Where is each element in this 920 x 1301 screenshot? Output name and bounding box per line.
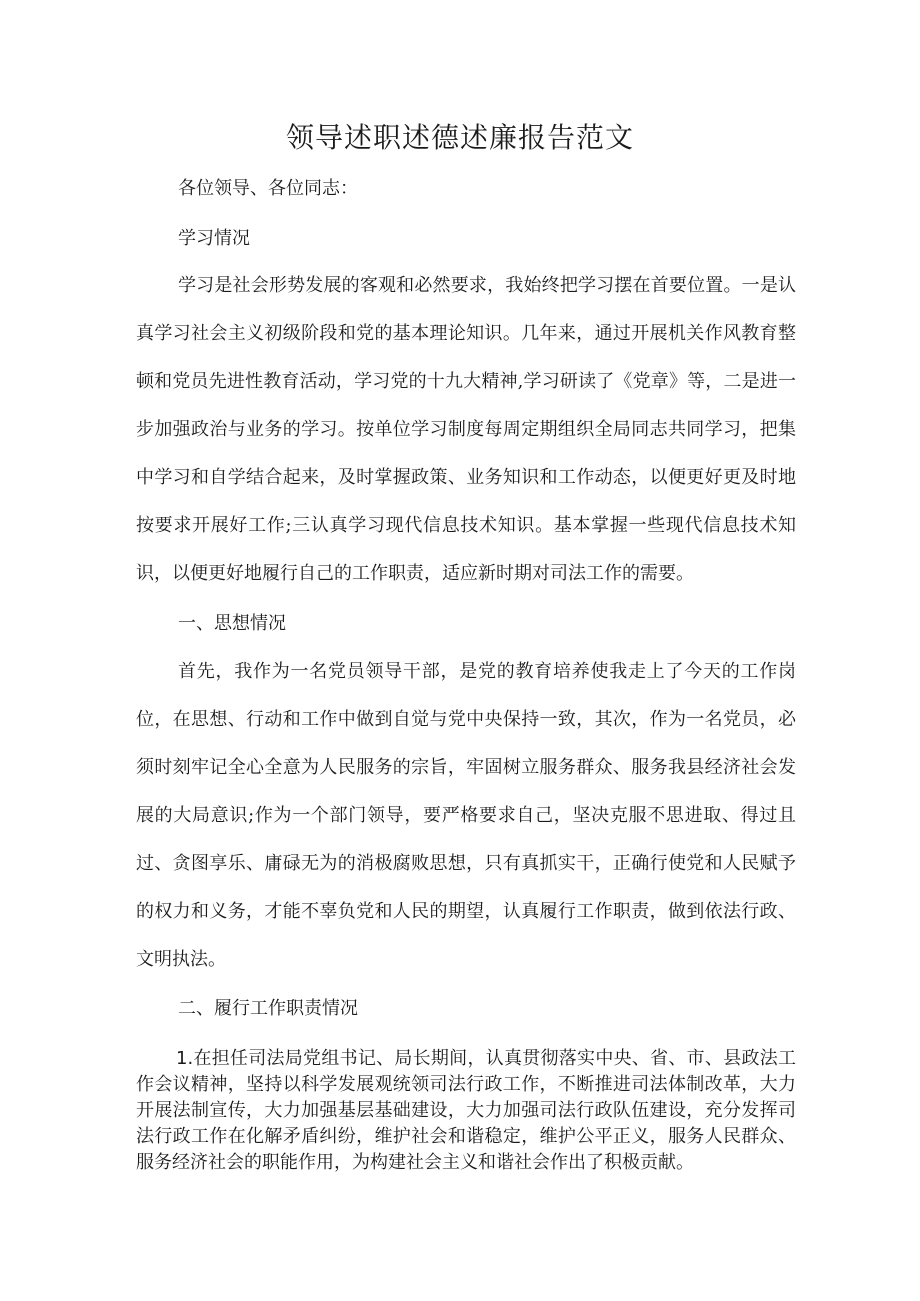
- section-paragraph-study: 学习是社会形势发展的客观和必然要求，我始终把学习摆在首要位置。一是认真学习社会主义初级阶段和党的基本理论知识。几年来，通过开展机关作风教育整顿和党员先进性教育活动，学习党的十九大精神,学习研读了《党章》等，二是进一步加强政治与业务的学习。按单位学习制度每周定期组织全局同志共同学习，把集中学习和自学结合起来，及时掌握政策、业务知识和工作动态，以便更好更及时地按要求开展好工作;三认真学习现代信息技术知识。基本掌握一些现代信息技术知识，以便更好地履行自己的工作职责，适应新时期对司法工作的需要。: [136, 275, 796, 584]
- section-heading-duty: 二、履行工作职责情况: [178, 998, 358, 1019]
- salutation: 各位领导、各位同志：: [178, 178, 358, 199]
- section-paragraph-duty: 1.在担任司法局党组书记、局长期间，认真贯彻落实中央、省、市、县政法工作会议精神，坚持以科学发展观统领司法行政工作，不断推进司法体制改革，大力开展法制宣传，大力加强基层基础建设，大力加强司法行政队伍建设，充分发挥司法行政工作在化解矛盾纠纷，维护社会和谐稳定，维护公平正义，服务人民群众、服务经济社会的职能作用，为构建社会主义和谐社会作出了积极贡献。: [136, 1048, 796, 1173]
- section-heading-study: 学习情况: [178, 228, 250, 249]
- section-heading-thought: 一、思想情况: [178, 613, 286, 634]
- document-title: 领导述职述德述廉报告范文: [285, 121, 634, 154]
- section-paragraph-thought: 首先，我作为一名党员领导干部，是党的教育培养使我走上了今天的工作岗位，在思想、行动和工作中做到自觉与党中央保持一致，其次，作为一名党员，必须时刻牢记全心全意为人民服务的宗旨，牢固树立服务群众、服务我县经济社会发展的大局意识;作为一个部门领导，要严格要求自己，坚决克服不思进取、得过且过、贪图享乐、庸碌无为的消极腐败思想，只有真抓实干，正确行使党和人民赋予的权力和义务，才能不辜负党和人民的期望，认真履行工作职责，做到依法行政、文明执法。: [136, 661, 796, 970]
